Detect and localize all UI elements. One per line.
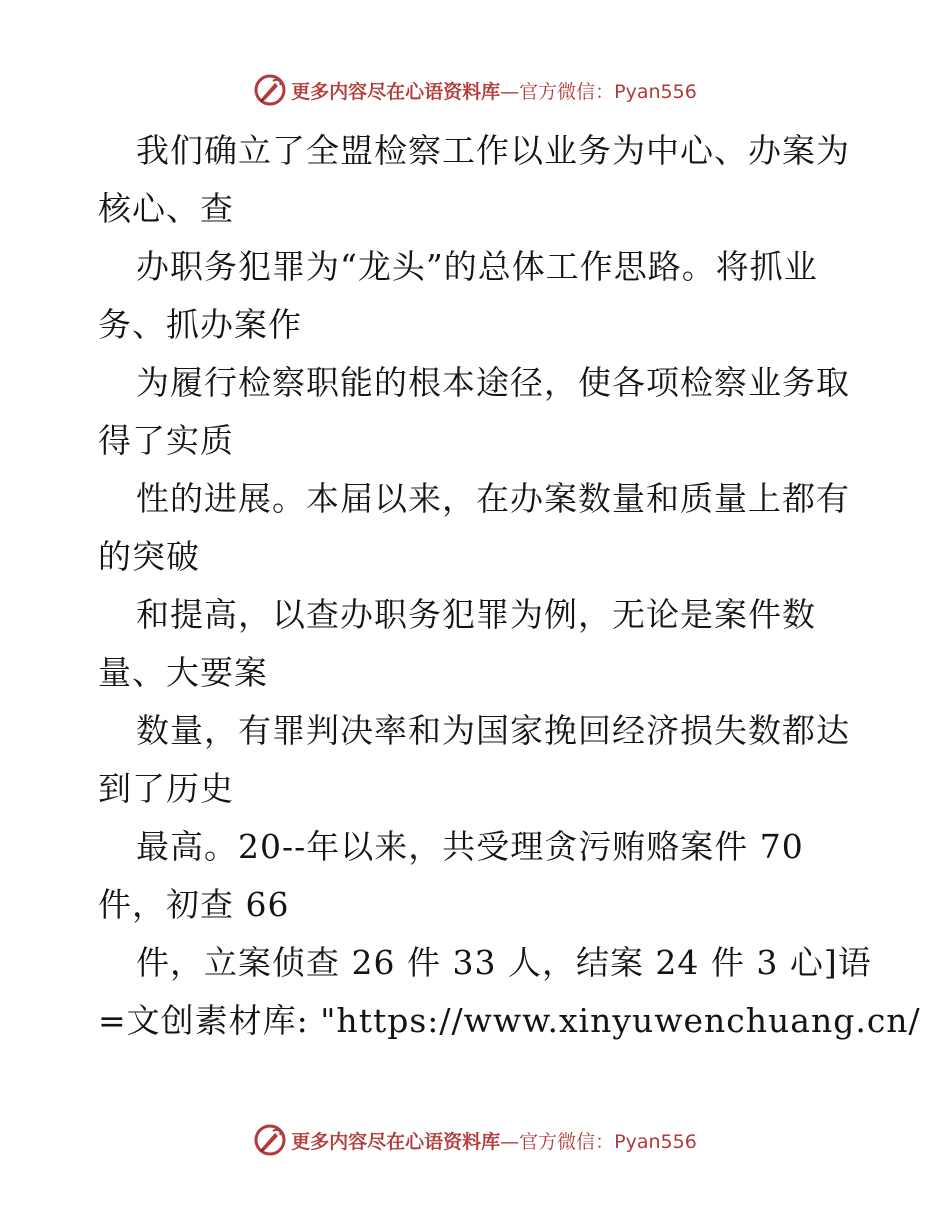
text-line: 务、抓办案作	[98, 305, 302, 344]
header-main-text: 更多内容尽在心语资料库	[291, 80, 501, 103]
text-line: 量、大要案	[98, 653, 268, 692]
pen-logo-icon	[253, 1123, 287, 1157]
text-line: 件，初查 66	[98, 885, 290, 924]
text-line: =文创素材库: "https://www.xinyuwenchuang.cn/	[98, 1001, 921, 1040]
text-line: 件，立案侦查 26 件 33 人，结案 24 件 3 心]语	[136, 943, 872, 982]
footer-separator: —	[500, 1130, 520, 1153]
text-line: 我们确立了全盟检察工作以业务为中心、办案为	[136, 131, 850, 170]
header-banner	[0, 70, 950, 110]
pen-logo-icon	[253, 73, 287, 107]
header-separator: —	[500, 80, 520, 103]
text-line: 到了历史	[98, 769, 234, 808]
document-body	[98, 122, 921, 1050]
header-text	[291, 77, 697, 104]
header-wechat-text: 官方微信：Pyan556	[519, 80, 697, 103]
text-line: 办职务犯罪为“龙头”的总体工作思路。将抓业	[136, 247, 818, 286]
text-line: 数量，有罪判决率和为国家挽回经济损失数都达	[136, 711, 850, 750]
text-line: 最高。20--年以来，共受理贪污贿赂案件 70	[136, 827, 804, 866]
text-line: 为履行检察职能的根本途径，使各项检察业务取	[136, 363, 850, 402]
text-line: 得了实质	[98, 421, 234, 460]
footer-wechat-text: 官方微信：Pyan556	[519, 1130, 697, 1153]
text-line: 性的进展。本届以来，在办案数量和质量上都有	[136, 479, 850, 518]
text-line: 核心、查	[98, 189, 234, 228]
footer-text	[291, 1127, 697, 1154]
footer-banner	[0, 1120, 950, 1160]
text-line: 和提高，以查办职务犯罪为例，无论是案件数	[136, 595, 816, 634]
footer-main-text: 更多内容尽在心语资料库	[291, 1130, 501, 1153]
text-line: 的突破	[98, 537, 200, 576]
